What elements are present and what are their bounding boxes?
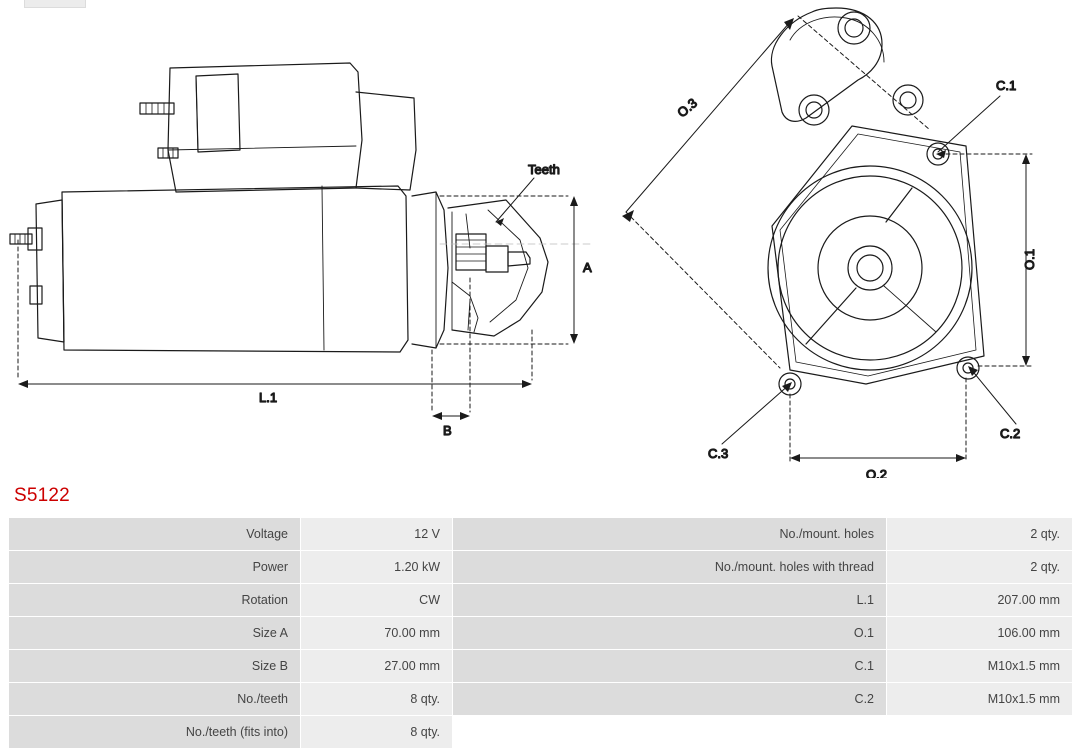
leader-teeth: [496, 178, 534, 226]
label-length-l1: L.1: [259, 390, 278, 405]
spec-value: 2 qty.: [887, 518, 1073, 551]
spec-value: 8 qty.: [301, 683, 453, 716]
spec-value: 1.20 kW: [301, 551, 453, 584]
spec-value: 12 V: [301, 518, 453, 551]
dimension-o3: [622, 16, 930, 368]
spec-label: No./teeth: [9, 683, 301, 716]
dimension-o2: [790, 378, 966, 462]
spec-label: Rotation: [9, 584, 301, 617]
label-teeth: Teeth: [528, 162, 560, 177]
spec-label: L.1: [453, 584, 887, 617]
spec-label: Size B: [9, 650, 301, 683]
spec-label: Size A: [9, 617, 301, 650]
spec-label: C.1: [453, 650, 887, 683]
spec-value: M10x1.5 mm: [887, 683, 1073, 716]
table-row: [9, 617, 1073, 650]
specifications-table: [8, 517, 1073, 749]
table-row: [9, 551, 1073, 584]
spec-value: CW: [301, 584, 453, 617]
spec-value: M10x1.5 mm: [887, 650, 1073, 683]
table-row: [9, 584, 1073, 617]
table-row: [9, 650, 1073, 683]
spec-label: No./mount. holes with thread: [453, 551, 887, 584]
label-c3: C.3: [708, 446, 729, 461]
spec-label: C.2: [453, 683, 887, 716]
leader-c3: [722, 382, 792, 444]
dimension-b: [432, 278, 470, 420]
spec-value: 106.00 mm: [887, 617, 1073, 650]
spec-value: 8 qty.: [301, 716, 453, 749]
product-code: S5122: [14, 485, 70, 506]
label-size-a: A: [583, 260, 592, 275]
label-size-b: B: [443, 423, 452, 438]
front-view-drawing: [768, 8, 984, 395]
label-o3: O.3: [674, 95, 700, 121]
dimension-o1: [946, 154, 1032, 366]
spec-label: No./mount. holes: [453, 518, 887, 551]
label-c2: C.2: [1000, 426, 1021, 441]
label-o2: O.2: [866, 467, 887, 478]
spec-empty-cell: [453, 716, 887, 749]
spec-value: 27.00 mm: [301, 650, 453, 683]
spec-value: 70.00 mm: [301, 617, 453, 650]
label-o1: O.1: [1022, 249, 1037, 270]
spec-label: O.1: [453, 617, 887, 650]
spec-label: Power: [9, 551, 301, 584]
spec-value: 207.00 mm: [887, 584, 1073, 617]
table-row: [9, 683, 1073, 716]
table-row: [9, 716, 1073, 749]
spec-empty-cell: [887, 716, 1073, 749]
spec-label: Voltage: [9, 518, 301, 551]
leader-c2: [968, 366, 1016, 424]
side-view-drawing: [10, 63, 590, 352]
spec-label: No./teeth (fits into): [9, 716, 301, 749]
leader-c1: [936, 96, 1000, 158]
label-c1: C.1: [996, 78, 1017, 93]
table-row: [9, 518, 1073, 551]
spec-value: 2 qty.: [887, 551, 1073, 584]
dimension-l1: [18, 240, 532, 388]
